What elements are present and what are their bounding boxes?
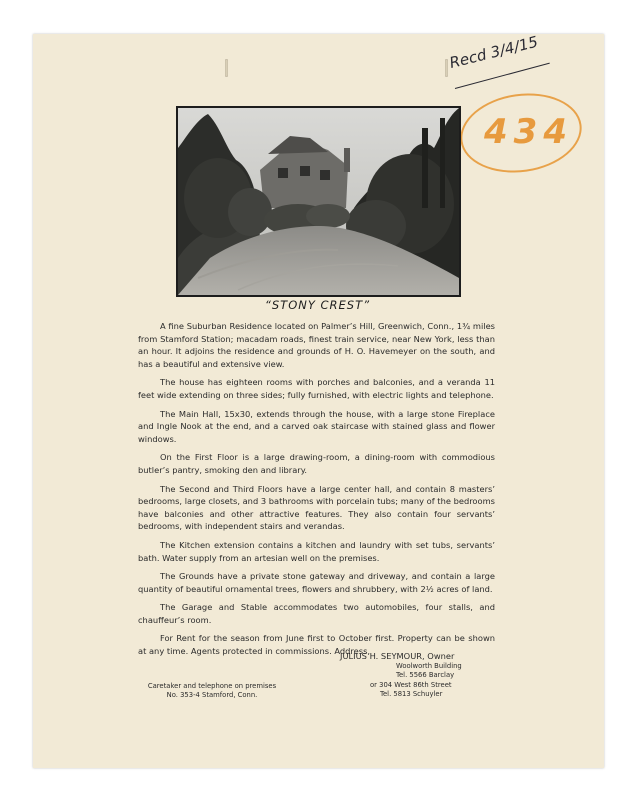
paragraph-first-floor: On the First Floor is a large drawing-room, a dining-room with commodious butler’s pantry, smoking den and library. <box>138 452 495 475</box>
paragraph-upper-floors: The Second and Third Floors have a large center hall, and contain 8 masters’ bedrooms, large closets, and 3 bathrooms with porcelain tubs; many of the bedrooms have balconies and other attractive features. They also contain four servants’ bedrooms, with independent stairs and verandas. <box>138 483 495 532</box>
owner-alt-phone-line: Tel. 5813 Schuyler <box>380 690 443 699</box>
house-photograph <box>176 106 461 297</box>
paragraph-kitchen: The Kitchen extension contains a kitchen and laundry with set tubs, servants’ bath. Water supply from an artesian well on the premises. <box>138 539 495 563</box>
punch-hole-right <box>445 59 448 77</box>
handwritten-note: Recd 3/4/15 <box>447 32 540 72</box>
owner-signature-block <box>340 650 500 700</box>
caretaker-note <box>132 682 292 701</box>
paragraph-garage: The Garage and Stable accommodates two automobiles, four stalls, and chauffeur’s room. <box>138 602 495 625</box>
owner-phone-line: Tel. 5566 Barclay <box>396 671 455 680</box>
caretaker-line-1: Caretaker and telephone on premises <box>147 682 277 690</box>
punch-hole-left <box>225 59 228 77</box>
document-title: “STONY CREST” <box>264 298 371 312</box>
paragraph-for-rent: For Rent for the season from June first to October first. Property can be shown at any time. Agents protected in commissions. Address, <box>138 633 495 657</box>
paragraph-location: A fine Suburban Residence located on Palmer’s Hill, Greenwich, Conn., 1¾ miles from Stamford Station; macadam roads, finest train service, near New York, less than an hour. It adjoins the residence and grounds of H. O. Havemeyer on the south, and has a beautiful and extensive view. <box>138 321 495 369</box>
owner-name: JULIUS H. SEYMOUR, Owner <box>340 651 455 661</box>
paragraph-main-hall: The Main Hall, 15x30, extends through the house, with a large stone Fireplace and Ingle Nook at the end, and a carved oak staircase with stained glass and flower windows. <box>138 408 495 444</box>
paragraph-grounds: The Grounds have a private stone gateway and driveway, and contain a large quantity of beautiful ornamental trees, flowers and shrubbery, with 2½ acres of land. <box>138 571 495 594</box>
owner-address-line: Woolworth Building <box>396 662 462 670</box>
crayon-number: 434 <box>484 112 573 152</box>
paragraph-rooms: The house has eighteen rooms with porches and balconies, and a veranda 11 feet wide extending on three sides; fully furnished, with electric lights and telephone. <box>138 377 495 400</box>
caretaker-line-2: No. 353-4 Stamford, Conn. <box>166 691 258 700</box>
owner-alt-address-line: or 304 West 86th Street <box>370 680 452 689</box>
description-body <box>138 320 495 664</box>
